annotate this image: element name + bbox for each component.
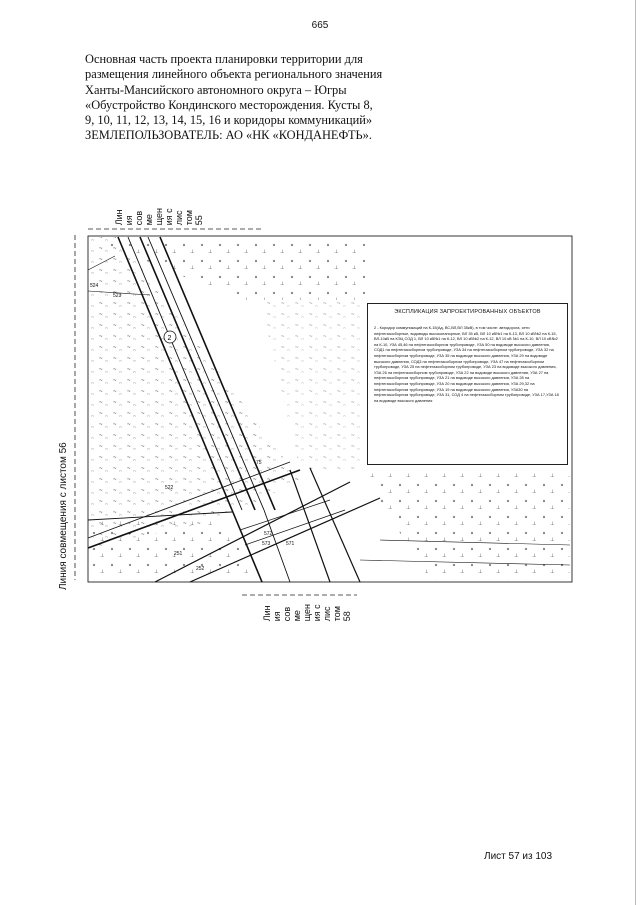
match-label-part: щен bbox=[302, 604, 312, 622]
header-line: Основная часть проекта планировки территории для bbox=[85, 52, 363, 66]
map-number: 251 bbox=[174, 551, 183, 557]
match-label-part: ия с bbox=[312, 604, 322, 622]
corridor-marker-label: 2 bbox=[167, 335, 172, 342]
header-line: ЗЕМЛЕПОЛЬЗОВАТЕЛЬ: АО «НК «КОНДАНЕФТЬ». bbox=[85, 128, 372, 143]
left-match-line-label: Линия совмещения с листом 56 bbox=[58, 442, 69, 590]
match-label-part: ия с bbox=[164, 208, 174, 226]
forest-area bbox=[260, 300, 365, 470]
match-label-part: щен bbox=[154, 208, 164, 226]
map-number: 572 bbox=[264, 531, 273, 537]
match-label-part: ме bbox=[144, 214, 154, 226]
match-label-part: Лин bbox=[262, 605, 272, 622]
match-label-part: сов bbox=[282, 606, 292, 622]
header-line: размещения линейного объекта регионального значения bbox=[85, 67, 383, 82]
match-label-part: 58 bbox=[342, 611, 352, 622]
match-label-part: лис bbox=[322, 606, 332, 622]
match-label-part: Лин bbox=[114, 209, 124, 226]
map-number: 523 bbox=[113, 293, 122, 299]
match-label-part: ме bbox=[292, 610, 302, 622]
dotted-area bbox=[89, 520, 260, 580]
map-number: 573 bbox=[262, 541, 271, 547]
dotted-area bbox=[360, 470, 570, 580]
map-number: 571 bbox=[286, 541, 295, 547]
map-number: 252 bbox=[196, 566, 205, 572]
header-line: «Обустройство Кондинского месторождения. Кусты 8, bbox=[85, 97, 373, 112]
page-number: 665 bbox=[311, 20, 329, 31]
match-label-part: том bbox=[332, 606, 342, 622]
match-label-part: ия bbox=[124, 215, 134, 226]
match-label-part: том bbox=[184, 210, 194, 226]
header-line: Ханты-Мансийского автономного округа – Югры bbox=[85, 82, 347, 97]
header-line: 9, 10, 11, 12, 13, 14, 15, 16 и коридоры коммуникаций» bbox=[85, 113, 373, 128]
map-number: 75 bbox=[256, 460, 262, 466]
legend-box bbox=[367, 303, 568, 465]
match-label-part: лис bbox=[174, 210, 184, 226]
legend-body: 2 - Коридор коммуникаций на К-15(Ад, ВС,ВЛ,ВЛ 35кВ), в том числе: автодорога, сети нефтегазосборные, водоводы высоконапорные, ВЛ 35 кВ, ВЛ 10 кВ№1 на К-13, ВЛ 10 кВ№2 на К-15, ВЛ-10кВ на КЭЦ СОД 1, ВЛ 10 кВ№1 на К-12, ВЛ 10 кВ№2 на К-12, ВЛ 10 кВ №1 на К-10, ВЛ 10 кВ№2 на К-10, УЗА 45,46 на нефтегазосборном трубопроводе, УЗА 50 на водоводе высокого давления, СОД1 на нефтегазосборном трубопроводе, УЗА 34 на нефтегазосборном трубопроводе, УЗА 32 на нефтегазосборном трубопроводе, УЗА 35 на водоводе высокого давления, УЗА 29 на водоводе высокого давления, СОД3 на нефтегазосборном трубопроводе, УЗА 47 на нефтегазосборном трубопроводе, УЗА 25 на нефтегазосборном трубопроводе, УЗА 23 на водоводе высокого давления, УЗА 26 на нефтегазосборном трубопроводе, УЗА 22 на водоводе высокого давления, УЗА 27 на нефтегазосборном трубопроводе, УЗА 21 на водоводе высокого давления, УЗА 28 на нефтегазосборном трубопроводе, УЗА 20 на водоводе высокого давления, УЗА 29,32 на нефтегазосборном трубопроводе, УЗА 19 на водоводе высокого давления, УЗА30 на нефтегазосборном трубопроводе, УЗА 31, СОД 4 на нефтегазосборном трубопроводе, УЗА 17,УЗА 18 на водоводе высокого давления bbox=[374, 325, 559, 403]
match-label-part: ия bbox=[272, 611, 282, 622]
map-number: 522 bbox=[165, 485, 174, 491]
legend-title: ЭКСПЛИКАЦИЯ ЗАПРОЕКТИРОВАННЫХ ОБЪЕКТОВ bbox=[394, 309, 541, 315]
page-edge bbox=[635, 0, 636, 905]
map-number: 524 bbox=[90, 283, 99, 289]
match-label-part: сов bbox=[134, 210, 144, 226]
match-label-part: 55 bbox=[194, 215, 204, 226]
sheet-counter: Лист 57 из 103 bbox=[484, 851, 553, 862]
